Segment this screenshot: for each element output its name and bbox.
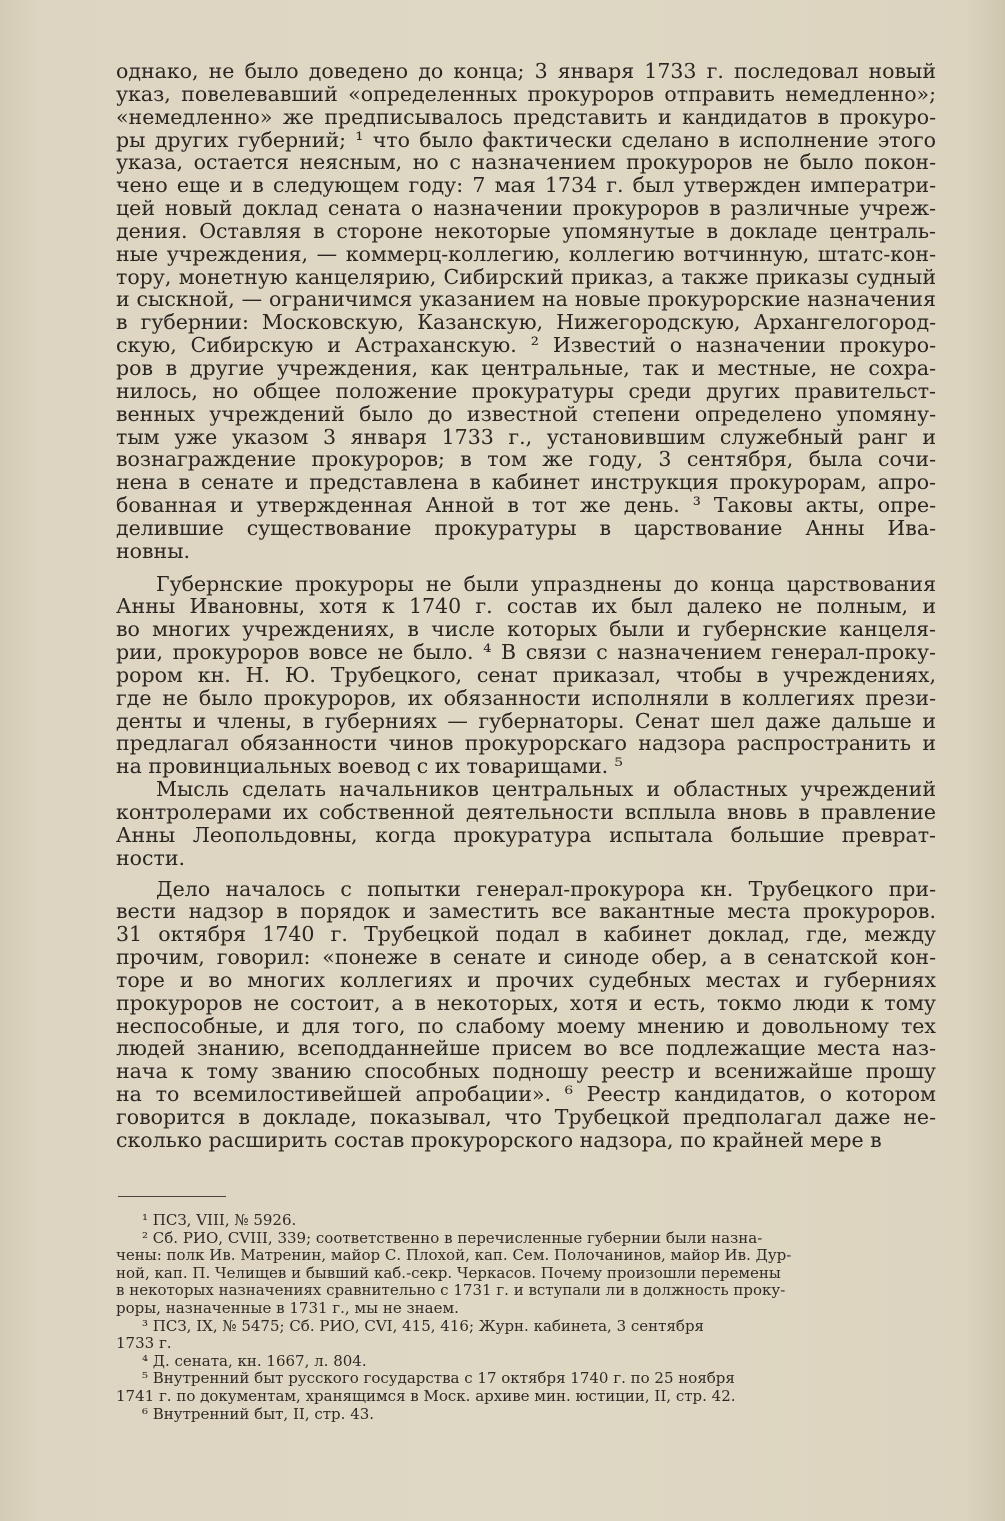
text-line: предлагал обязанности чинов прокурорскаго надзора распространить и: [116, 731, 936, 756]
footnote-5: [116, 1370, 916, 1405]
text-line: новны.: [116, 538, 191, 563]
footnote-line: чены: полк Ив. Матренин, майор С. Плохой, кап. Сем. Полочанинов, майор Ив. Дур-: [116, 1246, 792, 1265]
text-line: указа, остается неясным, но с назначением прокуроров не было покон-: [116, 150, 936, 175]
text-line: где не было прокуроров, их обязанности исполняли в коллегиях прези-: [116, 685, 936, 710]
footnote-line: 1733 г.: [116, 1334, 172, 1353]
text-line: «немедленно» же предписывалось представить и кандидатов в прокуро-: [116, 104, 936, 129]
footnote-4: [116, 1353, 916, 1371]
paragraph-1: [116, 60, 936, 563]
text-line: бованная и утвержденная Анной в тот же день. ³ Таковы акты, опре-: [116, 493, 936, 518]
text-line: неспособные, и для того, по слабому моему мнению и довольному тех: [116, 1013, 936, 1038]
text-line: указ, повелевавший «определенных прокуроров отправить немедленно»;: [116, 81, 936, 106]
text-line: торе и во многих коллегиях и прочих судебных местах и губерниях: [116, 967, 936, 992]
main-text: [116, 60, 936, 1152]
footnote-6: [116, 1406, 916, 1424]
text-line: людей знанию, всеподданнейше присем во все подлежащие места наз-: [116, 1036, 936, 1061]
text-line: скую, Сибирскую и Астраханскую. ² Известий о назначении прокуро-: [116, 333, 936, 358]
text-line: говорится в докладе, показывал, что Трубецкой предполагал даже не-: [116, 1104, 936, 1129]
text-line: сколько расширить состав прокурорского надзора, по крайней мере в: [116, 1127, 882, 1152]
footnote-1: [116, 1212, 916, 1230]
footnote-line: ¹ ПСЗ, VIII, № 5926.: [142, 1211, 297, 1229]
paragraph-4: [116, 878, 936, 1152]
footnote-line: ² Сб. РИО, CVIII, 339; соответственно в перечисленные губернии были назна-: [142, 1228, 763, 1247]
text-line: денты и члены, в губерниях — губернаторы. Сенат шел даже дальше и: [116, 708, 936, 733]
text-line: нилось, но общее положение прокуратуры среди других правительст-: [116, 378, 936, 403]
text-line: ности.: [116, 845, 186, 870]
text-line: ные учреждения, — коммерц-коллегию, коллегию вотчинную, штатс-кон-: [116, 241, 936, 266]
footnote-divider: [118, 1196, 226, 1197]
footnote-line: роры, назначенные в 1731 г., мы не знаем.: [116, 1298, 459, 1317]
footnote-line: ⁶ Внутренний быт, II, стр. 43.: [142, 1404, 375, 1423]
text-line: рором кн. Н. Ю. Трубецкого, сенат приказал, чтобы в учреждениях,: [116, 662, 936, 687]
paragraph-2: [116, 573, 936, 779]
text-line: ров в другие учреждения, как центральные, так и местные, не сохра-: [116, 355, 936, 380]
footnote-3: [116, 1318, 916, 1353]
footnote-line: ной, кап. П. Челищев и бывший каб.-секр. Черкасов. Почему произошли перемены: [116, 1263, 781, 1282]
text-line: на провинциальных воевод с их товарищами. ⁵: [116, 754, 623, 779]
text-line: вознаграждение прокуроров; в том же году, 3 сентября, была сочи-: [116, 447, 936, 472]
text-line: прочим, говорил: «понеже в сенате и синоде обер, а в сенатской кон-: [116, 945, 936, 970]
text-line: нача к тому званию способных подношу реестр и всенижайше прошу: [116, 1059, 936, 1084]
footnotes: [116, 1212, 916, 1423]
text-line: делившие существование прокуратуры в царствование Анны Ива-: [116, 515, 936, 540]
footnote-line: ⁴ Д. сената, кн. 1667, л. 804.: [142, 1351, 367, 1370]
text-line: Губернские прокуроры не были упразднены до конца царствования: [156, 571, 936, 596]
text-line: Анны Ивановны, хотя к 1740 г. состав их был далеко не полным, и: [116, 594, 936, 619]
footnote-2: [116, 1230, 916, 1318]
text-line: однако, не было доведено до конца; 3 января 1733 г. последовал новый: [116, 59, 936, 83]
text-line: Дело началось с попытки генерал-прокурора кн. Трубецкого при-: [156, 876, 936, 901]
text-line: вести надзор в порядок и заместить все вакантные места прокуроров.: [116, 899, 936, 924]
footnote-line: в некоторых назначениях сравнительно с 1731 г. и вступали ли в должность проку-: [116, 1281, 786, 1300]
text-line: контролерами их собственной деятельности всплыла вновь в правление: [116, 800, 936, 824]
text-line: и сыскной, — ограничимся указанием на новые прокурорские назначения: [116, 287, 936, 312]
text-line: рии, прокуроров вовсе не было. ⁴ В связи с назначением генерал-проку-: [116, 640, 936, 665]
text-line: прокуроров не состоит, а в некоторых, хотя и есть, токмо люди к тому: [116, 990, 936, 1015]
text-line: ры других губерний; ¹ что было фактически сделано в исполнение этого: [116, 127, 936, 152]
text-line: венных учреждений было до известной степени определено упомяну-: [116, 401, 936, 426]
text-line: в губернии: Московскую, Казанскую, Нижегородскую, Архангелогород-: [116, 310, 936, 335]
footnote-line: ⁵ Внутренний быт русского государства с 17 октября 1740 г. по 25 ноября: [142, 1369, 735, 1388]
text-line: тору, монетную канцелярию, Сибирский приказ, а также приказы судный: [116, 264, 936, 289]
text-line: во многих учреждениях, в числе которых были и губернские канцеля-: [116, 617, 936, 642]
text-line: цей новый доклад сената о назначении прокуроров в различные учреж-: [116, 196, 936, 221]
text-line: чено еще и в следующем году: 7 мая 1734 г. был утвержден императри-: [116, 173, 936, 198]
text-line: Анны Леопольдовны, когда прокуратура испытала большие преврат-: [116, 822, 936, 847]
text-line: дения. Оставляя в стороне некоторые упомянутые в докладе централь-: [116, 218, 936, 243]
text-line: 31 октября 1740 г. Трубецкой подал в кабинет доклад, где, между: [116, 922, 936, 947]
paragraph-3: [116, 778, 936, 869]
text-line: на то всемилостивейшей апробации». ⁶ Реестр кандидатов, о котором: [116, 1082, 936, 1107]
footnote-line: 1741 г. по документам, хранящимся в Моск. архиве мин. юстиции, II, стр. 42.: [116, 1386, 736, 1405]
text-line: нена в сенате и представлена в кабинет инструкция прокурорам, апро-: [116, 470, 936, 495]
footnote-line: ³ ПСЗ, IX, № 5475; Сб. РИО, CVI, 415, 416; Журн. кабинета, 3 сентября: [142, 1316, 705, 1335]
text-line: Мысль сделать начальников центральных и областных учреждений: [156, 777, 936, 802]
text-line: тым уже указом 3 января 1733 г., установившим служебный ранг и: [116, 424, 936, 449]
